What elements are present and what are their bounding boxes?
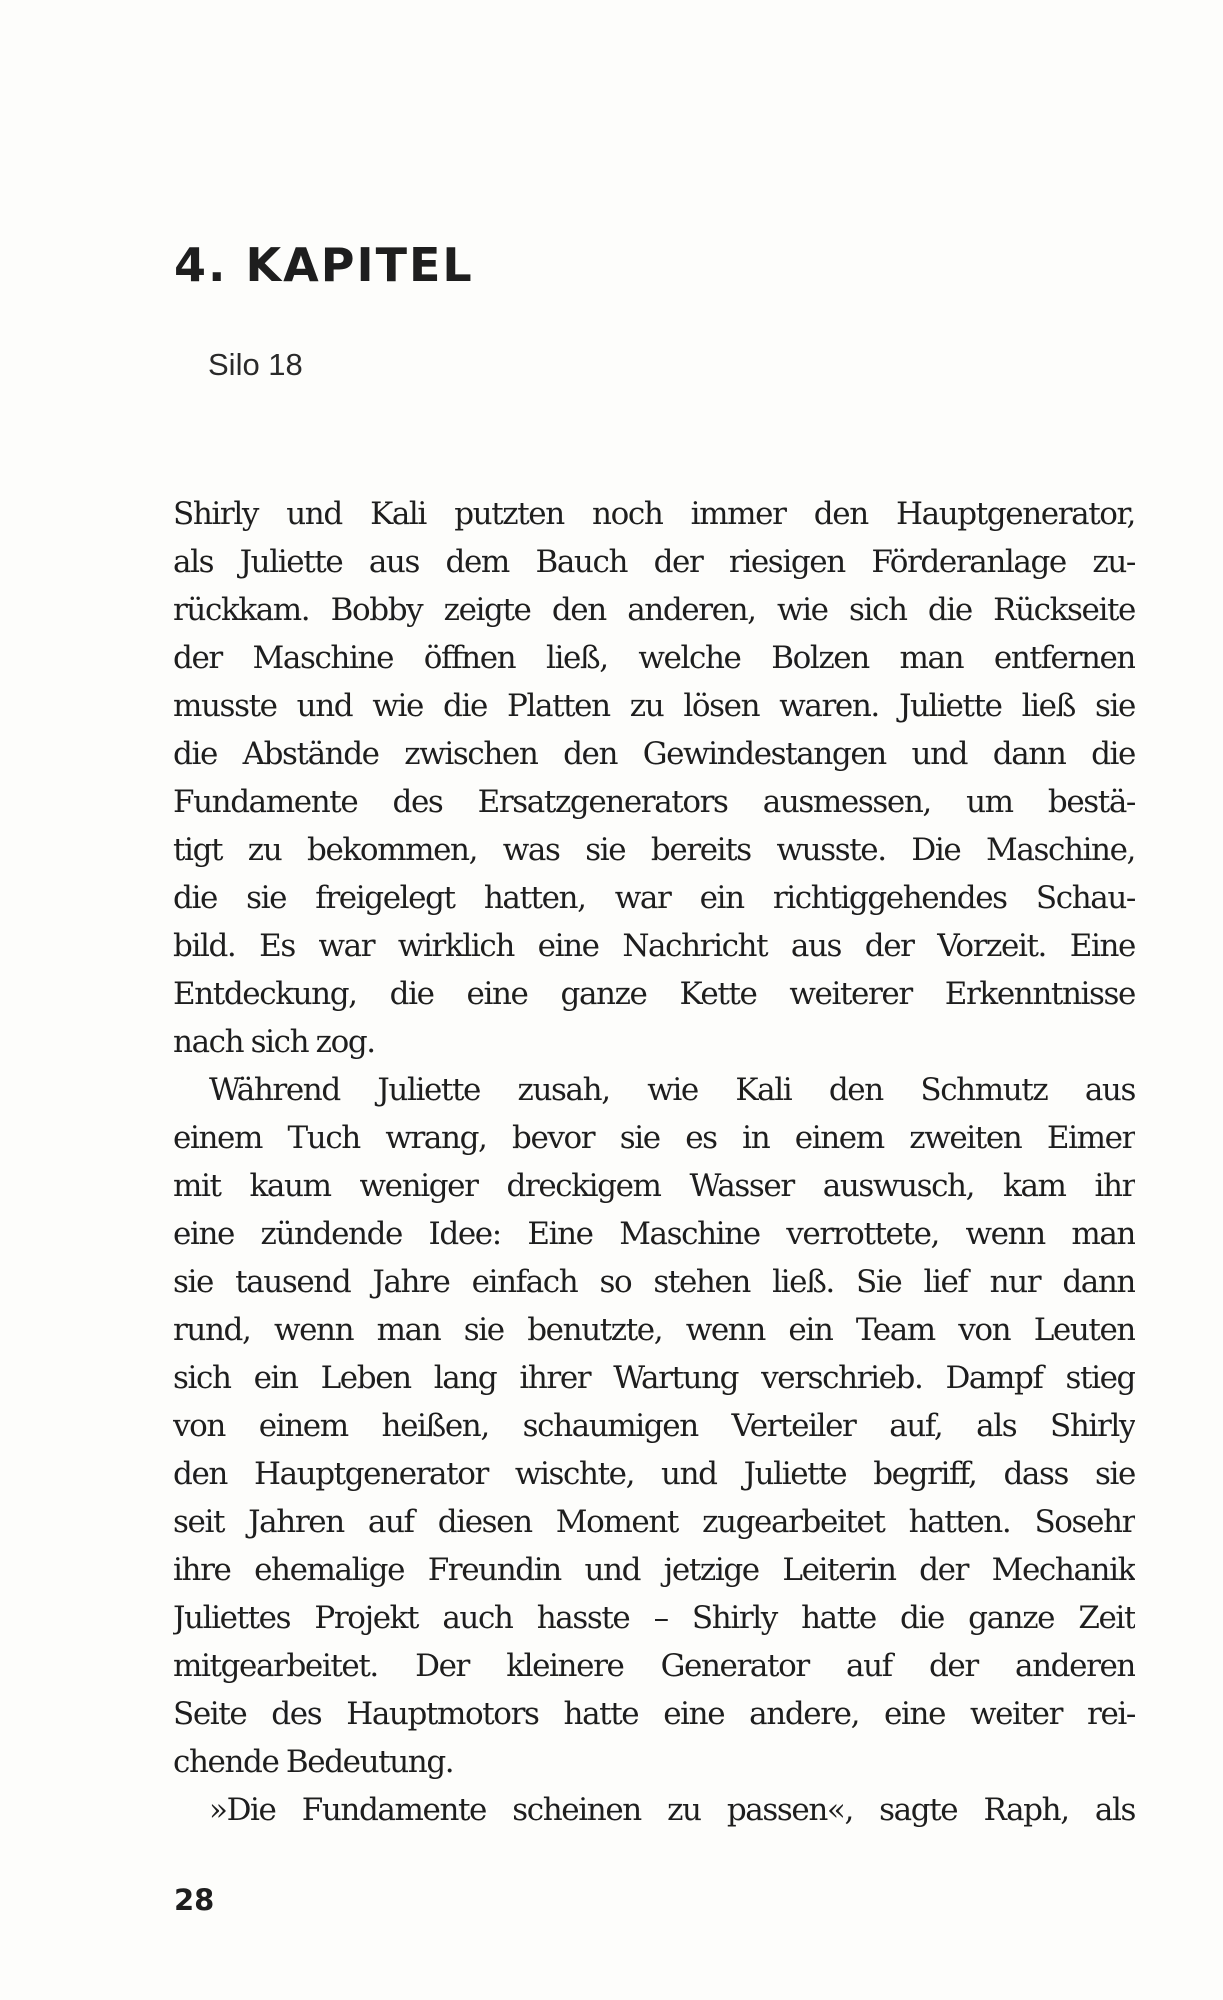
text-line: einem Tuch wrang, bevor sie es in einem zweiten Eimer [173, 1120, 1135, 1156]
text-line: rückkam. Bobby zeigte den anderen, wie sich die Rückseite [173, 592, 1135, 628]
text-line: sie tausend Jahre einfach so stehen ließ. Sie lief nur dann [173, 1264, 1135, 1300]
text-line: rund, wenn man sie benutzte, wenn ein Team von Leuten [173, 1312, 1135, 1348]
text-line: Juliettes Projekt auch hasste – Shirly hatte die ganze Zeit [173, 1600, 1135, 1636]
text-line: »Die Fundamente scheinen zu passen«, sagte Raph, als [209, 1792, 1135, 1828]
text-line: mit kaum weniger dreckigem Wasser auswusch, kam ihr [173, 1168, 1135, 1204]
text-line: der Maschine öffnen ließ, welche Bolzen man entfernen [173, 640, 1135, 676]
text-line: Entdeckung, die eine ganze Kette weiterer Erkenntnisse [173, 976, 1135, 1012]
text-line: den Hauptgenerator wischte, und Juliette begriff, dass sie [173, 1456, 1135, 1492]
chapter-title: 4. KAPITEL [174, 238, 474, 292]
text-line: Fundamente des Ersatzgenerators ausmessen, um bestä- [173, 784, 1135, 820]
text-line: Während Juliette zusah, wie Kali den Schmutz aus [209, 1072, 1135, 1108]
text-line: Seite des Hauptmotors hatte eine andere, eine weiter rei- [173, 1696, 1135, 1732]
text-line: die sie freigelegt hatten, war ein richtiggehendes Schau- [173, 880, 1135, 916]
text-line: bild. Es war wirklich eine Nachricht aus der Vorzeit. Eine [173, 928, 1135, 964]
text-line: mitgearbeitet. Der kleinere Generator auf der anderen [173, 1648, 1135, 1684]
chapter-subtitle: Silo 18 [208, 347, 303, 382]
text-line: tigt zu bekommen, was sie bereits wusste. Die Maschine, [173, 832, 1135, 868]
text-line: die Abstände zwischen den Gewindestangen und dann die [173, 736, 1135, 772]
text-line: als Juliette aus dem Bauch der riesigen Förderanlage zu- [173, 544, 1135, 580]
text-line: seit Jahren auf diesen Moment zugearbeitet hatten. Sosehr [173, 1504, 1135, 1540]
text-line: eine zündende Idee: Eine Maschine verrottete, wenn man [173, 1216, 1135, 1252]
text-line: von einem heißen, schaumigen Verteiler auf, als Shirly [173, 1408, 1135, 1444]
text-line: ihre ehemalige Freundin und jetzige Leiterin der Mechanik [173, 1552, 1135, 1588]
text-line: chende Bedeutung. [173, 1744, 454, 1780]
text-line: nach sich zog. [173, 1024, 375, 1060]
text-line: Shirly und Kali putzten noch immer den Hauptgenerator, [173, 496, 1135, 532]
page-number: 28 [174, 1883, 215, 1917]
text-line: sich ein Leben lang ihrer Wartung verschrieb. Dampf stieg [173, 1360, 1135, 1396]
text-line: musste und wie die Platten zu lösen waren. Juliette ließ sie [173, 688, 1135, 724]
body-text [173, 490, 1135, 1834]
